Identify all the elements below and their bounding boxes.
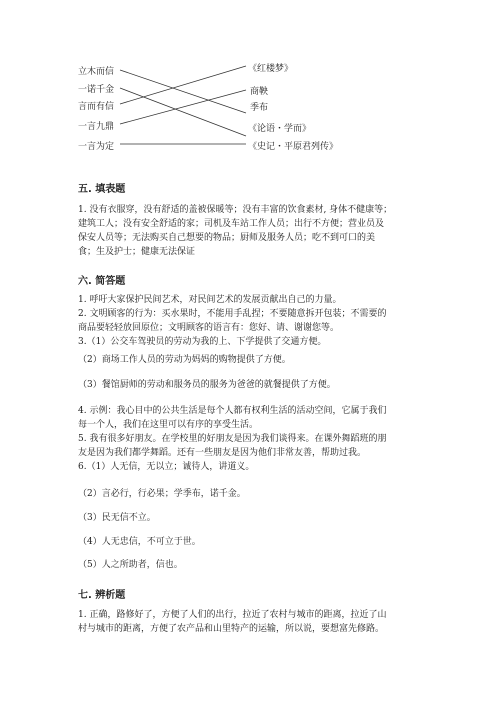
text-line: （2）商场工作人员的劳动为妈妈的购物提供了方便。 [78,355,291,365]
section-5-body [78,203,438,259]
text-line: （4）人无忠信，不可立于世。 [78,537,201,547]
right-item-4: 《论语・学而》 [248,124,312,134]
right-item-1: 《红楼梦》 [248,64,294,74]
right-item-3: 季布 [250,103,269,113]
text-line: 建筑工人；没有安全舒适的家；司机及车站工作人员；出行不方便；营业员及 [78,219,385,229]
text-line: 村与城市的距离，方便了农产品和山里特产的运输，所以说，要想富先修路。 [78,624,385,634]
section-6-body [78,293,438,349]
text-line: 5. 我有很多好朋友。在学校里的好朋友是因为我们谈得来。在课外舞蹈班的朋 [78,434,387,444]
matching-exercise [0,0,500,170]
section-7-heading: 七. 辨析题 [78,590,126,601]
text-line: 1. 正确，路修好了，方便了人们的出行，拉近了农村与城市的距离，拉近了山 [78,610,387,620]
text-line: 4. 示例：我心目中的公共生活是每个人都有权利生活的活动空间，它属于我们 [78,406,387,416]
text-line: 1. 没有衣服穿，没有舒适的盖被保暖等；没有丰富的饮食素材, 身体不健康等； [78,205,393,215]
left-item-5: 一言为定 [78,142,115,152]
text-line: 保安人员等；无法购买自己想要的物品；厨师及服务人员；吃不到可口的美 [78,233,376,243]
text-line: （2）言必行，行必果；学季布，诺千金。 [78,489,246,499]
section-7-body [78,608,438,636]
right-item-2: 商鞅 [250,87,269,97]
match-line-1 [120,70,246,113]
text-line: 食；生及护士；健康无法保证 [78,247,196,257]
text-line: 3.（1）公交车驾驶员的劳动为我的上、下学提供了交通方便。 [78,337,327,347]
text-line: 友是因为我们都学舞蹈。还有一些朋友是因为他们非常友善，帮助过我。 [78,448,367,458]
left-item-4: 一言九鼎 [78,122,115,132]
right-item-5: 《史记・平原君列传》 [248,142,339,152]
text-line: 1. 呼吁大家保护民间艺术，对民间艺术的发展贡献出自己的力量。 [78,295,342,305]
text-line: （5）人之所助者，信也。 [78,560,183,570]
section-5-heading: 五. 填表题 [78,184,126,195]
left-item-3: 言而有信 [78,102,115,112]
text-line: 2. 文明顾客的行为：买水果时，不能用手乱捏；不要随意拆开包装；不需要的 [78,309,387,319]
text-line: 商品要轻轻放回原位；文明顾客的语言有：您好、请、谢谢您等。 [78,323,340,333]
text-line: （3）民无信不立。 [78,513,156,523]
left-item-1: 立木而信 [78,67,115,77]
text-line: 每一个人，我们在这里可以有序的享受生活。 [78,420,259,430]
section-6-body-cont [78,404,438,474]
left-item-2: 一诺千金 [78,85,115,95]
section-6-heading: 六. 简答题 [78,276,126,287]
text-line: （3）餐馆厨师的劳动和服务员的服务为爸爸的就餐提供了方便。 [78,380,336,390]
text-line: 6.（1）人无信，无以立；诚待人，讲道义。 [78,462,255,472]
match-line-3 [120,66,246,104]
